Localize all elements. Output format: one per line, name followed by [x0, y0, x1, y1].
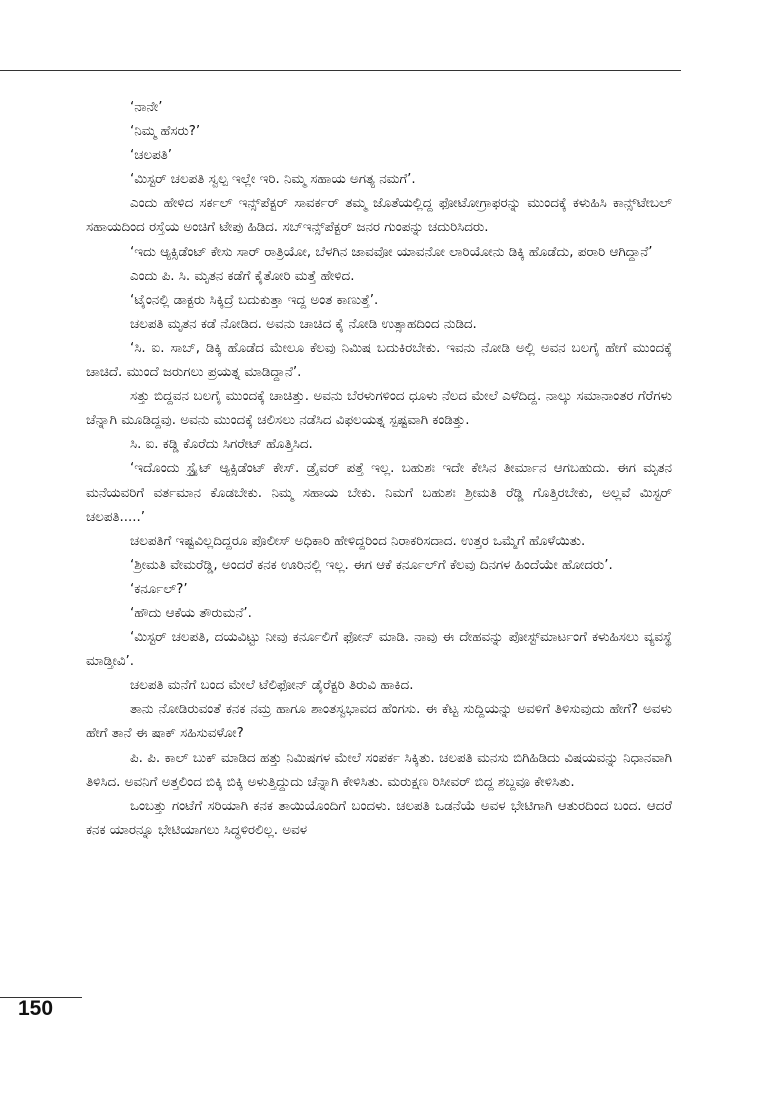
paragraph-12: ಸಿ. ಐ. ಕಡ್ಡಿ ಕೊರೆದು ಸಿಗರೇಟ್ ಹೊತ್ತಿಸಿದ.	[130, 437, 313, 453]
paragraph-5: ಎಂದು ಹೇಳಿದ ಸರ್ಕಲ್ ಇನ್ಸ್‌ಪೆಕ್ಟರ್ ಸಾವರ್ಕರ್ ತಮ್ಮ ಜೊತೆಯಲ್ಲಿದ್ದ ಫೋಟೋಗ್ರಾಫರನ್ನು ಮುಂದಕ್ಕೆ ಕಳುಹಿಸಿ ಕಾನ್ಸ್‌ಟೇಬಲ್ ಸಹಾಯದಿಂದ ರಸ್ತೆಯ ಅಂಚಿಗೆ ಟೇಪು ಹಿಡಿದ. ಸಬ್‌ಇನ್ಸ್‌ಪೆಕ್ಟರ್ ಜನರ ಗುಂಪನ್ನು ಚದುರಿಸಿದರು.	[86, 196, 672, 236]
paragraph-8: ‘ಟೈಂನಲ್ಲಿ ಡಾಕ್ಟರು ಸಿಕ್ಕಿದ್ರೆ ಬದುಕುತ್ತಾ ಇದ್ದ ಅಂತ ಕಾಣುತ್ತೆ’.	[130, 292, 379, 308]
top-rule	[0, 70, 681, 71]
paragraph-16: ‘ಕರ್ನೂಲ್?’	[130, 581, 188, 597]
paragraph-20: ತಾನು ನೋಡಿರುವಂತೆ ಕನಕ ನಮ್ರ ಹಾಗೂ ಶಾಂತಸ್ವಭಾವದ ಹೆಂಗಸು. ಈ ಕೆಟ್ಟ ಸುದ್ದಿಯನ್ನು ಅವಳಿಗೆ ತಿಳಿಸುವುದು ಹೇಗೆ? ಅವಳು ಹೇಗೆ ತಾನೆ ಈ ಷಾಕ್ ಸಹಿಸುವಳೋ?	[86, 702, 672, 742]
paragraph-3: ‘ಚಲಪತಿ’	[130, 148, 173, 164]
paragraph-13: ‘ಇದೊಂದು ಸ್ಟ್ರೈಟ್ ಆ್ಯಕ್ಸಿಡೆಂಟ್ ಕೇಸ್. ಡ್ರೈವರ್ ಪತ್ತೆ ಇಲ್ಲ. ಬಹುಶಃ ಇದೇ ಕೇಸಿನ ತೀರ್ಮಾನ ಆಗಬಹುದು. ಈಗ ಮೃತನ ಮನೆಯವರಿಗೆ ವರ್ತಮಾನ ಕೊಡಬೇಕು. ನಿಮ್ಮ ಸಹಾಯ ಬೇಕು. ನಿಮಗೆ ಬಹುಶಃ ಶ್ರೀಮತಿ ರೆಡ್ಡಿ ಗೊತ್ತಿರಬೇಕು, ಅಲ್ಲವೆ ಮಿಸ್ಟರ್ ಚಲಪತಿ.....’	[86, 461, 672, 525]
paragraph-14: ಚಲಪತಿಗೆ ಇಷ್ಟವಿಲ್ಲದಿದ್ದರೂ ಪೊಲೀಸ್ ಅಧಿಕಾರಿ ಹೇಳಿದ್ದರಿಂದ ನಿರಾಕರಿಸದಾದ. ಉತ್ತರ ಒಮ್ಮೆಗೆ ಹೊಳೆಯಿತು.	[130, 533, 586, 549]
paragraph-2: ‘ನಿಮ್ಮ ಹೆಸರು?’	[130, 124, 201, 140]
paragraph-18: ‘ಮಿಸ್ಟರ್ ಚಲಪತಿ, ದಯವಿಟ್ಟು ನೀವು ಕರ್ನೂಲಿಗೆ ಫೋನ್ ಮಾಡಿ. ನಾವು ಈ ದೇಹವನ್ನು ಪೋಸ್ಟ್‌ಮಾರ್ಟಂಗೆ ಕಳುಹಿಸಲು ವ್ಯವಸ್ಥೆ ಮಾಡ್ತೀವಿ’.	[86, 630, 672, 670]
paragraph-11: ಸತ್ತು ಬಿದ್ದವನ ಬಲಗೈ ಮುಂದಕ್ಕೆ ಚಾಚಿತ್ತು. ಅವನು ಬೆರಳುಗಳಿಂದ ಧೂಳು ನೆಲದ ಮೇಲೆ ಎಳೆದಿದ್ದ. ನಾಲ್ಕು ಸಮಾನಾಂತರ ಗೆರೆಗಳು ಚೆನ್ನಾಗಿ ಮೂಡಿದ್ದವು. ಅವನು ಮುಂದಕ್ಕೆ ಚಲಿಸಲು ನಡೆಸಿದ ವಿಫಲಯತ್ನ ಸ್ಪಷ್ಟವಾಗಿ ಕಂಡಿತ್ತು.	[86, 389, 672, 429]
page-number: 150	[18, 997, 54, 1020]
paragraph-9: ಚಲಪತಿ ಮೃತನ ಕಡೆ ನೋಡಿದ. ಅವನು ಚಾಚಿದ ಕೈ ನೋಡಿ ಉತ್ಸಾಹದಿಂದ ನುಡಿದ.	[130, 316, 477, 332]
paragraph-19: ಚಲಪತಿ ಮನೆಗೆ ಬಂದ ಮೇಲೆ ಟೆಲಿಫೋನ್ ಡೈರೆಕ್ಟರಿ ತಿರುವಿ ಹಾಕಿದ.	[130, 678, 414, 694]
paragraph-22: ಒಂಬತ್ತು ಗಂಟೆಗೆ ಸರಿಯಾಗಿ ಕನಕ ತಾಯಿಯೊಂದಿಗೆ ಬಂದಳು. ಚಲಪತಿ ಒಡನೆಯೆ ಅವಳ ಭೇಟಿಗಾಗಿ ಆತುರದಿಂದ ಬಂದ. ಆದರೆ ಕನಕ ಯಾರನ್ನೂ ಭೇಟಿಯಾಗಲು ಸಿದ್ಧಳಿರಲಿಲ್ಲ. ಅವಳ	[86, 798, 672, 838]
paragraph-1: ‘ನಾನೇ’	[130, 100, 163, 115]
body-text	[86, 96, 672, 843]
paragraph-21: ಪಿ. ಪಿ. ಕಾಲ್ ಬುಕ್ ಮಾಡಿದ ಹತ್ತು ನಿಮಿಷಗಳ ಮೇಲೆ ಸಂಪರ್ಕ ಸಿಕ್ಕಿತು. ಚಲಪತಿ ಮನಸು ಬಿಗಿಹಿಡಿದು ವಿಷಯವನ್ನು ನಿಧಾನವಾಗಿ ತಿಳಿಸಿದ. ಅವನಿಗೆ ಅತ್ತಲಿಂದ ಬಿಕ್ಕಿ ಬಿಕ್ಕಿ ಅಳುತ್ತಿದ್ದುದು ಚೆನ್ನಾಗಿ ಕೇಳಿಸಿತು. ಮರುಕ್ಷಣ ರಿಸೀವರ್ ಬಿದ್ದ ಶಬ್ದವೂ ಕೇಳಿಸಿತು.	[86, 750, 672, 790]
paragraph-17: ‘ಹೌದು ಆಕೆಯ ತೌರುಮನೆ’.	[130, 605, 252, 621]
paragraph-7: ಎಂದು ಪಿ. ಸಿ. ಮೃತನ ಕಡೆಗೆ ಕೈತೋರಿ ಮತ್ತೆ ಹೇಳಿದ.	[130, 268, 355, 284]
paragraph-10: ‘ಸಿ. ಐ. ಸಾಬ್, ಡಿಕ್ಕಿ ಹೊಡೆದ ಮೇಲೂ ಕೆಲವು ನಿಮಿಷ ಬದುಕಿರಬೇಕು. ಇವನು ನೋಡಿ ಅಲ್ಲಿ ಅವನ ಬಲಗೈ ಹೇಗೆ ಮುಂದಕ್ಕೆ ಚಾಚಿದೆ. ಮುಂದೆ ಜರುಗಲು ಪ್ರಯತ್ನ ಮಾಡಿದ್ದಾನೆ’.	[86, 340, 672, 381]
paragraph-6: ‘ಇದು ಆ್ಯಕ್ಸಿಡೆಂಟ್ ಕೇಸು ಸಾರ್ ರಾತ್ರಿಯೋ, ಬೆಳಗಿನ ಜಾವವೋ ಯಾವನೋ ಲಾರಿಯೋನು ಡಿಕ್ಕಿ ಹೊಡೆದು, ಪರಾರಿ ಆಗಿದ್ದಾನೆ’	[130, 244, 653, 260]
paragraph-15: ‘ಶ್ರೀಮತಿ ವೇಮರೆಡ್ಡಿ, ಅಂದರೆ ಕನಕ ಊರಿನಲ್ಲಿ ಇಲ್ಲ. ಈಗ ಆಕೆ ಕರ್ನೂಲ್‌ಗೆ ಕೆಲವು ದಿನಗಳ ಹಿಂದೆಯೇ ಹೋದರು’.	[130, 557, 613, 573]
paragraph-4: ‘ಮಿಸ್ಟರ್ ಚಲಪತಿ ಸ್ವಲ್ಪ ಇಲ್ಲೇ ಇರಿ. ನಿಮ್ಮ ಸಹಾಯ ಅಗತ್ಯ ನಮಗೆ’.	[130, 172, 416, 188]
